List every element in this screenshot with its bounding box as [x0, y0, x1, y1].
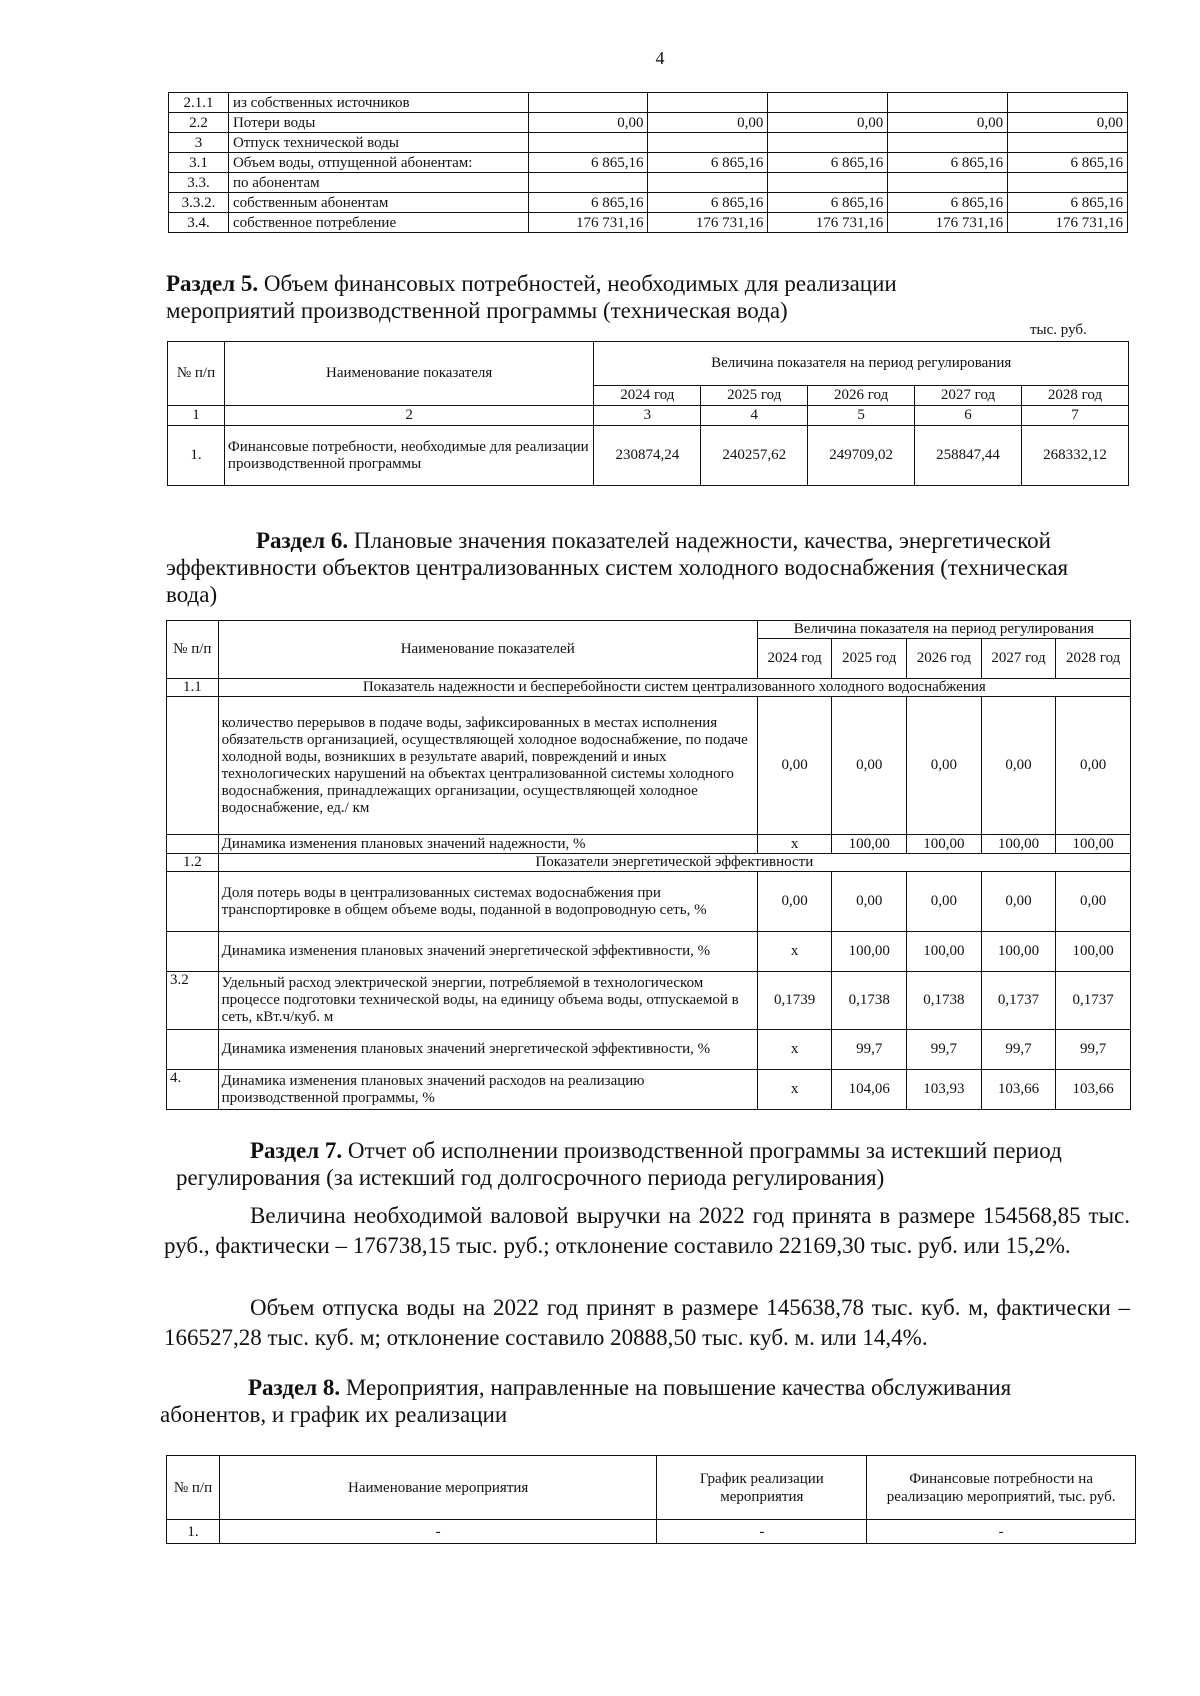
year-header: 2025 год [832, 639, 907, 679]
row-name: Доля потерь воды в централизованных системах водоснабжения при транспортировке в общем объеме воды, поданной в водопроводную сеть, % [218, 872, 757, 932]
row-value [528, 93, 648, 113]
row-name: Финансовые потребности, необходимые для реализации производственной программы [224, 426, 593, 486]
row-value: 0,00 [648, 113, 768, 133]
row-value: х [757, 835, 832, 854]
row-value: 0,00 [907, 872, 982, 932]
row-value: 100,00 [832, 835, 907, 854]
header-name: Наименование мероприятия [219, 1456, 656, 1520]
row-value: 6 865,16 [528, 193, 648, 213]
measures-table [166, 1455, 1136, 1544]
row-name: Динамика изменения плановых значений расходов на реализацию производственной программы, % [218, 1070, 757, 1110]
reliability-table [166, 620, 1131, 1110]
row-num: 2.2 [169, 113, 229, 133]
row-name: количество перерывов в подаче воды, зафиксированных в местах исполнения обязательств организацией, осуществляющей холодное водоснабжение, по подаче холодной воды, возникших в результате аварий, повреждений и иных технологических нарушений на объектах централизованной системы холодного водоснабжения, принадлежащих организации, осуществляющей холодное водоснабжение, ед./ км [218, 697, 757, 835]
row-num: 3 [169, 133, 229, 153]
financial-needs-table [167, 341, 1129, 486]
row-num: 3.1 [169, 153, 229, 173]
header-period: Величина показателя на период регулирования [757, 621, 1130, 639]
row-value: 6 865,16 [768, 153, 888, 173]
row-value [648, 133, 768, 153]
row-value: 100,00 [1056, 932, 1131, 972]
header-num: № п/п [168, 342, 225, 406]
row-value: 240257,62 [701, 426, 808, 486]
section6-heading: Раздел 6. Плановые значения показателей надежности, качества, энергетической эффективности объектов централизованных систем холодного водоснабжения (техническая вода) [166, 528, 1069, 607]
year-header: 2027 год [915, 386, 1022, 406]
row-value: 103,66 [981, 1070, 1056, 1110]
row-value: 6 865,16 [768, 193, 888, 213]
row-value: 258847,44 [915, 426, 1022, 486]
header-name: Наименование показателя [224, 342, 593, 406]
year-header: 2024 год [594, 386, 701, 406]
row-value [768, 93, 888, 113]
row-value: 100,00 [907, 835, 982, 854]
row-schedule: - [657, 1520, 867, 1544]
row-value: 6 865,16 [648, 153, 768, 173]
row-value: 0,00 [768, 113, 888, 133]
row-label: Отпуск технической воды [228, 133, 528, 153]
row-num: 3.3. [169, 173, 229, 193]
row-value: 176 731,16 [528, 213, 648, 233]
year-header: 2026 год [808, 386, 915, 406]
header-finance: Финансовые потребности на реализацию мероприятий, тыс. руб. [867, 1456, 1136, 1520]
row-value: 0,00 [1008, 113, 1128, 133]
row-value: 0,00 [907, 697, 982, 835]
row-value: х [757, 1030, 832, 1070]
row-value: 249709,02 [808, 426, 915, 486]
row-value: 176 731,16 [648, 213, 768, 233]
row-value: 104,06 [832, 1070, 907, 1110]
row-value [1008, 93, 1128, 113]
row-value: 6 865,16 [888, 153, 1008, 173]
row-value: 230874,24 [594, 426, 701, 486]
row-value: 100,00 [1056, 835, 1131, 854]
row-label: из собственных источников [228, 93, 528, 113]
section7-heading: Раздел 7. Отчет об исполнении производственной программы за истекший период регулирования (за истекший год долгосрочного периода регулирования) [176, 1138, 1062, 1190]
row-value: 0,00 [888, 113, 1008, 133]
col-number: 6 [915, 406, 1022, 426]
row-value: 0,1738 [832, 972, 907, 1030]
unit-label: тыс. руб. [1030, 322, 1087, 338]
row-num: 3.2 [167, 972, 219, 1030]
row-num: 3.3.2. [169, 193, 229, 213]
section8-heading: Раздел 8. Мероприятия, направленные на повышение качества обслуживания абонентов, и график их реализации [160, 1375, 1012, 1427]
row-value: 0,00 [757, 872, 832, 932]
col-number: 1 [168, 406, 225, 426]
group-title: Показатель надежности и бесперебойности систем централизованного холодного водоснабжения [218, 679, 1130, 697]
row-value: 0,1739 [757, 972, 832, 1030]
row-label: по абонентам [228, 173, 528, 193]
row-value: 268332,12 [1022, 426, 1129, 486]
row-value [1008, 173, 1128, 193]
row-name: - [219, 1520, 656, 1544]
col-number: 2 [224, 406, 593, 426]
year-header: 2028 год [1056, 639, 1131, 679]
year-header: 2024 год [757, 639, 832, 679]
row-value: 99,7 [907, 1030, 982, 1070]
row-finance: - [867, 1520, 1136, 1544]
row-value: 0,1738 [907, 972, 982, 1030]
row-value: 0,1737 [1056, 972, 1131, 1030]
row-value: 6 865,16 [1008, 153, 1128, 173]
row-value [768, 133, 888, 153]
row-num: 1. [167, 1520, 220, 1544]
table-row [169, 213, 1128, 233]
row-value [768, 173, 888, 193]
year-header: 2026 год [907, 639, 982, 679]
row-value: 100,00 [981, 835, 1056, 854]
row-value: 176 731,16 [888, 213, 1008, 233]
row-value: 100,00 [832, 932, 907, 972]
row-value: 0,00 [528, 113, 648, 133]
group-num: 1.1 [167, 679, 219, 697]
header-name: Наименование показателей [218, 621, 757, 679]
row-value [648, 173, 768, 193]
row-value [888, 133, 1008, 153]
row-value [1008, 133, 1128, 153]
row-name: Удельный расход электрической энергии, потребляемой в технологическом процессе подготовки технической воды, на единицу объема воды, отпускаемой в сеть, кВт.ч/куб. м [218, 972, 757, 1030]
row-value: 0,00 [832, 697, 907, 835]
row-value: 176 731,16 [768, 213, 888, 233]
row-value: 6 865,16 [648, 193, 768, 213]
header-schedule: График реализации мероприятия [657, 1456, 867, 1520]
header-num: № п/п [167, 1456, 220, 1520]
row-num: 3.4. [169, 213, 229, 233]
table-row [169, 153, 1128, 173]
row-num: 4. [167, 1070, 219, 1110]
section7-revenue-paragraph: Величина необходимой валовой выручки на 2022 год принята в размере 154568,85 тыс. руб., фактически – 176738,15 тыс. руб.; отклонение составило 22169,30 тыс. руб. или 15,2%. [164, 1203, 1130, 1258]
row-name: Динамика изменения плановых значений надежности, % [218, 835, 757, 854]
row-label: собственным абонентам [228, 193, 528, 213]
row-value [888, 173, 1008, 193]
year-header: 2027 год [981, 639, 1056, 679]
table-row [169, 93, 1128, 113]
row-label: Потери воды [228, 113, 528, 133]
row-value: 103,66 [1056, 1070, 1131, 1110]
group-num: 1.2 [167, 854, 219, 872]
row-value: х [757, 932, 832, 972]
row-label: собственное потребление [228, 213, 528, 233]
row-value: 103,93 [907, 1070, 982, 1110]
header-num: № п/п [167, 621, 219, 679]
row-value: 99,7 [981, 1030, 1056, 1070]
row-value: 0,00 [1056, 872, 1131, 932]
table-row [169, 113, 1128, 133]
year-header: 2025 год [701, 386, 808, 406]
table-row [169, 133, 1128, 153]
col-number: 7 [1022, 406, 1129, 426]
row-value: х [757, 1070, 832, 1110]
row-value: 6 865,16 [528, 153, 648, 173]
row-name: Динамика изменения плановых значений энергетической эффективности, % [218, 1030, 757, 1070]
row-value: 99,7 [832, 1030, 907, 1070]
table-row [169, 193, 1128, 213]
row-value: 0,00 [981, 697, 1056, 835]
row-value [888, 93, 1008, 113]
row-value: 0,00 [757, 697, 832, 835]
row-name: Динамика изменения плановых значений энергетической эффективности, % [218, 932, 757, 972]
row-value [528, 133, 648, 153]
row-value [648, 93, 768, 113]
water-balance-table [168, 92, 1128, 233]
row-value: 6 865,16 [888, 193, 1008, 213]
year-header: 2028 год [1022, 386, 1129, 406]
row-num: 2.1.1 [169, 93, 229, 113]
row-label: Объем воды, отпущенной абонентам: [228, 153, 528, 173]
row-value: 100,00 [907, 932, 982, 972]
group-title: Показатели энергетической эффективности [218, 854, 1130, 872]
row-value: 0,00 [1056, 697, 1131, 835]
table-row [169, 173, 1128, 193]
row-value: 0,1737 [981, 972, 1056, 1030]
row-value: 176 731,16 [1008, 213, 1128, 233]
row-value: 0,00 [832, 872, 907, 932]
col-number: 5 [808, 406, 915, 426]
row-value: 6 865,16 [1008, 193, 1128, 213]
row-num: 1. [168, 426, 225, 486]
row-value: 99,7 [1056, 1030, 1131, 1070]
page-number: 4 [655, 48, 665, 68]
col-number: 4 [701, 406, 808, 426]
row-value: 100,00 [981, 932, 1056, 972]
col-number: 3 [594, 406, 701, 426]
row-value [528, 173, 648, 193]
section7-volume-paragraph: Объем отпуска воды на 2022 год принят в размере 145638,78 тыс. куб. м, фактически – 166527,28 тыс. куб. м; отклонение составило 20888,50 тыс. куб. м. или 14,4%. [164, 1295, 1130, 1350]
section5-heading: Раздел 5. Объем финансовых потребностей, необходимых для реализации мероприятий производственной программы (техническая вода) [166, 271, 897, 323]
header-period: Величина показателя на период регулирования [594, 342, 1129, 386]
row-value: 0,00 [981, 872, 1056, 932]
